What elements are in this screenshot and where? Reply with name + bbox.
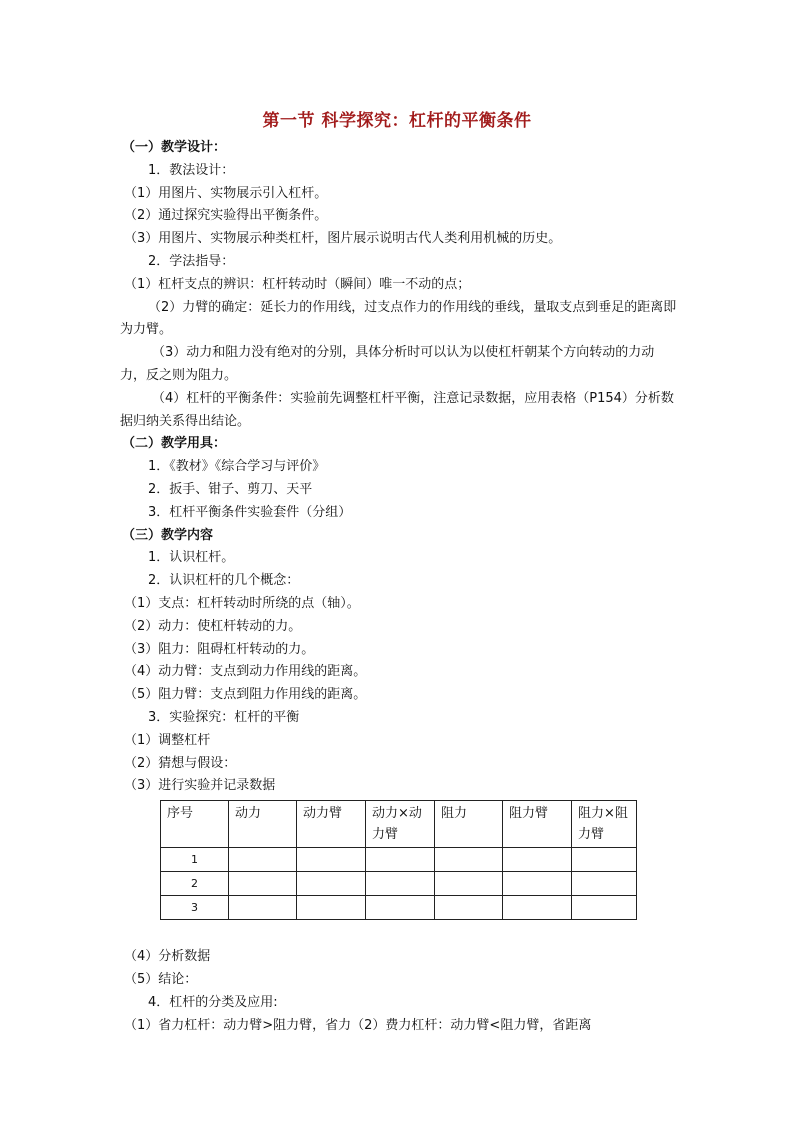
- list-item: （1）用图片、实物展示引入杠杆。: [124, 185, 328, 201]
- concept-item: （5）阻力臂：支点到阻力作用线的距离。: [124, 687, 367, 703]
- table-cell: [297, 896, 366, 920]
- classification-line: （1）省力杠杆：动力臂>阻力臂，省力（2）费力杠杆：动力臂<阻力臂，省距离: [124, 1017, 592, 1033]
- concept-item: （4）动力臂：支点到动力作用线的距离。: [124, 664, 367, 680]
- table-cell: [435, 896, 503, 920]
- section-heading-teaching-content: （三）教学内容: [122, 527, 214, 543]
- table-header-cell: 序号: [161, 801, 229, 848]
- table-row: [161, 896, 637, 920]
- table-header-row: [161, 801, 637, 848]
- table-cell: [297, 848, 366, 872]
- list-item: 1．《教材》《综合学习与评价》: [148, 459, 326, 475]
- table-cell: [297, 872, 366, 896]
- concept-item: （2）动力：使杠杆转动的力。: [124, 618, 302, 634]
- table-cell: 3: [161, 896, 229, 920]
- table-row: [161, 872, 637, 896]
- table-header-cell: 动力: [229, 801, 297, 848]
- table-header-cell: 阻力: [435, 801, 503, 848]
- subheading-learning-guidance: 2．学法指导：: [148, 253, 235, 269]
- concept-item: （1）支点：杠杆转动时所绕的点（轴）。: [124, 595, 360, 611]
- table-cell: [572, 848, 637, 872]
- table-header-cell: 阻力臂: [503, 801, 572, 848]
- table-row: [161, 848, 637, 872]
- list-item: （2）通过探究实验得出平衡条件。: [124, 208, 328, 224]
- list-item: （1）杠杆支点的辨识：杠杆转动时（瞬间）唯一不动的点；: [124, 276, 471, 292]
- step-item: （2）猜想与假设：: [124, 755, 237, 771]
- subheading-teaching-method: 1．教法设计：: [148, 162, 235, 178]
- table-cell: [572, 872, 637, 896]
- list-item: 3．杠杆平衡条件实验套件（分组）: [148, 504, 352, 520]
- paragraph: （4）杠杆的平衡条件：实验前先调整杠杆平衡，注意记录数据，应用表格（P154）分析数据归纳关系得出结论。: [120, 390, 674, 429]
- table-cell: 1: [161, 848, 229, 872]
- table-cell: [229, 872, 297, 896]
- table-cell: 2: [161, 872, 229, 896]
- table-cell: [229, 848, 297, 872]
- table-cell: [435, 872, 503, 896]
- experiment-data-table: [160, 800, 637, 920]
- list-item: 2．认识杠杆的几个概念：: [148, 573, 300, 589]
- table-cell: [503, 896, 572, 920]
- paragraph: （2）力臂的确定：延长力的作用线，过支点作力的作用线的垂线，量取支点到垂足的距离即为力臂。: [120, 299, 677, 338]
- table-cell: [229, 896, 297, 920]
- list-item: 4．杠杆的分类及应用:: [148, 994, 278, 1010]
- step-item: （4）分析数据: [124, 949, 211, 965]
- table-cell: [366, 896, 435, 920]
- list-item: （3）用图片、实物展示种类杠杆，图片展示说明古代人类利用机械的历史。: [124, 231, 562, 247]
- step-item: （3）进行实验并记录数据: [124, 778, 276, 794]
- section-heading-teaching-tools: （二）教学用具：: [122, 436, 227, 452]
- table-cell: [572, 896, 637, 920]
- paragraph: （3）动力和阻力没有绝对的分别，具体分析时可以认为以使杠杆朝某个方向转动的力动力，反之则为阻力。: [120, 345, 655, 383]
- concept-item: （3）阻力：阻碍杠杆转动的力。: [124, 641, 315, 657]
- table-cell: [503, 848, 572, 872]
- table-header-cell: 阻力×阻力臂: [572, 801, 637, 848]
- table-cell: [503, 872, 572, 896]
- step-item: （1）调整杠杆: [124, 732, 211, 748]
- table-cell: [366, 872, 435, 896]
- document-title: 第一节 科学探究：杠杆的平衡条件: [262, 111, 532, 131]
- list-item: 3．实验探究：杠杆的平衡: [148, 709, 300, 725]
- document-body: [120, 137, 680, 1037]
- section-heading-teaching-design: （一）教学设计：: [122, 140, 227, 155]
- step-item: （5）结论：: [124, 971, 198, 987]
- table-cell: [435, 848, 503, 872]
- list-item: 1．认识杠杆。: [148, 550, 235, 566]
- table-header-cell: 动力×动力臂: [366, 801, 435, 848]
- table-cell: [366, 848, 435, 872]
- list-item: 2．扳手、钳子、剪刀、天平: [148, 481, 313, 497]
- table-header-cell: 动力臂: [297, 801, 366, 848]
